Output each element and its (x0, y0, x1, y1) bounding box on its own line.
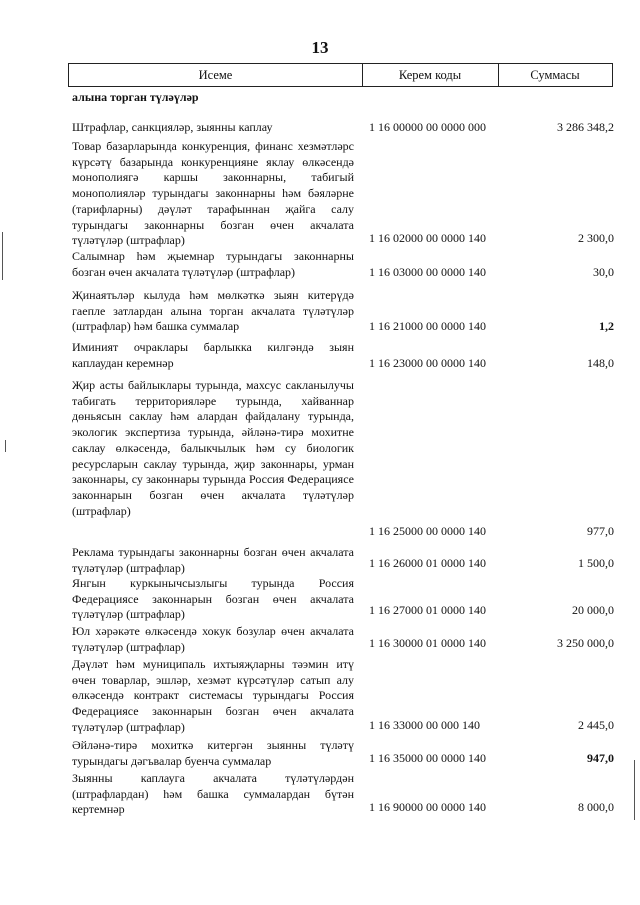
row-name: Юл хәрәкәте өлкәсендә хокук бозулар өчен акчалата түләтүләр (штрафлар) (72, 624, 354, 654)
row-name: Салымнар һәм җыемнар турындагы законнарны бозган өчен акчалата түләтүләр (штрафлар) (72, 249, 354, 279)
scan-margin-line (2, 232, 3, 280)
row-name: Дәүләт һәм муниципаль ихтыяҗларны тәэмин итү өчен товарлар, эшләр, хезмәт күрсәтүләр сатып алу өлкәсендә контракт системасы турындагы Россия Федерациясе законнарын бозган өчен акчалата түләтүләр (штрафлар) (72, 657, 354, 734)
row-code: 1 16 33000 00 000 140 (369, 718, 480, 732)
scan-margin-line-right (634, 760, 635, 820)
row-amount: 148,0 (587, 356, 614, 370)
row-amount: 3 286 348,2 (557, 120, 614, 134)
header-name-column: Исеме (69, 64, 363, 86)
row-name: Әйләнә-тирә мохиткә китергән зыянны түләтү турындагы дәгъвалар буенча суммалар (72, 738, 354, 768)
scan-margin-mark (5, 440, 6, 452)
row-name: Җинаятьләр кылуда һәм мөлкәткә зыян китерүдә гаепле затлардан алына торган акчалата түләтүләр (штрафлар) һәм башка суммалар (72, 288, 354, 334)
row-name: Товар базарларында конкуренция, финанс хезмәтләрс күрсәтү базарында конкуренцияне яклау өлкәсендә монополиягә каршы законнарны, табигый монополияләр турындагы законнарны һәм бәяләрне (тарифларны) дәүләт тарафыннан җайга салу турындагы законнарны бозган өчен акчалата түләтүләр (штрафлар) (72, 139, 354, 248)
row-amount: 2 300,0 (578, 231, 614, 245)
row-amount: 1 500,0 (578, 556, 614, 570)
row-code: 1 16 30000 01 0000 140 (369, 636, 486, 650)
row-amount: 977,0 (587, 524, 614, 538)
row-code: 1 16 35000 00 0000 140 (369, 751, 486, 765)
row-amount: 30,0 (593, 265, 614, 279)
row-code: 1 16 26000 01 0000 140 (369, 556, 486, 570)
table-header (68, 63, 613, 87)
row-amount: 1,2 (599, 319, 614, 333)
row-code: 1 16 27000 01 0000 140 (369, 603, 486, 617)
row-name: Иминият очраклары барлыкка килгәндә зыян каплаудан керемнәр (72, 340, 354, 370)
row-amount: 8 000,0 (578, 800, 614, 814)
row-code: 1 16 23000 00 0000 140 (369, 356, 486, 370)
continuation-text: алына торган түләүләр (72, 90, 199, 104)
row-amount: 20 000,0 (572, 603, 614, 617)
row-code: 1 16 25000 00 0000 140 (369, 524, 486, 538)
page-number: 13 (311, 38, 329, 57)
row-name: Реклама турындагы законнарны бозган өчен акчалата түләтүләр (штрафлар) (72, 545, 354, 575)
row-name: Штрафлар, санкцияләр, зыянны каплау (72, 120, 273, 134)
header-code-column: Керем коды (362, 64, 499, 86)
row-name: Янгын куркынычсызлыгы турында Россия Федерациясе законнарын бозган өчен акчалата түләтүләр (штрафлар) (72, 576, 354, 622)
row-code: 1 16 02000 00 0000 140 (369, 231, 486, 245)
row-amount: 2 445,0 (578, 718, 614, 732)
row-name: Җир асты байлыклары турында, махсус сакланылучы табигать территорияләре турында, хайваннар дөньясын саклау һәм алардан файдалану турында, экологик экспертиза турында, әйләнә-тирә мохитне саклау өлкәсендә, балыкчылык һәм су биологик ресурсларын саклау турында, җир законнары, урман законнары, су законнары турында Россия Федерациясе законнарын бозган өчен акчалата түләтүләр (штрафлар) (72, 378, 354, 518)
header-sum-column: Суммасы (530, 68, 580, 82)
row-code: 1 16 21000 00 0000 140 (369, 319, 486, 333)
row-code: 1 16 90000 00 0000 140 (369, 800, 486, 814)
row-code: 1 16 03000 00 0000 140 (369, 265, 486, 279)
row-name: Зыянны каплауга акчалата түләтүләрдән (штрафлардан) һәм башка суммалардан бүтән кертемнәр (72, 771, 354, 817)
row-code: 1 16 00000 00 0000 000 (369, 120, 486, 134)
row-amount: 947,0 (587, 751, 614, 765)
row-amount: 3 250 000,0 (557, 636, 614, 650)
